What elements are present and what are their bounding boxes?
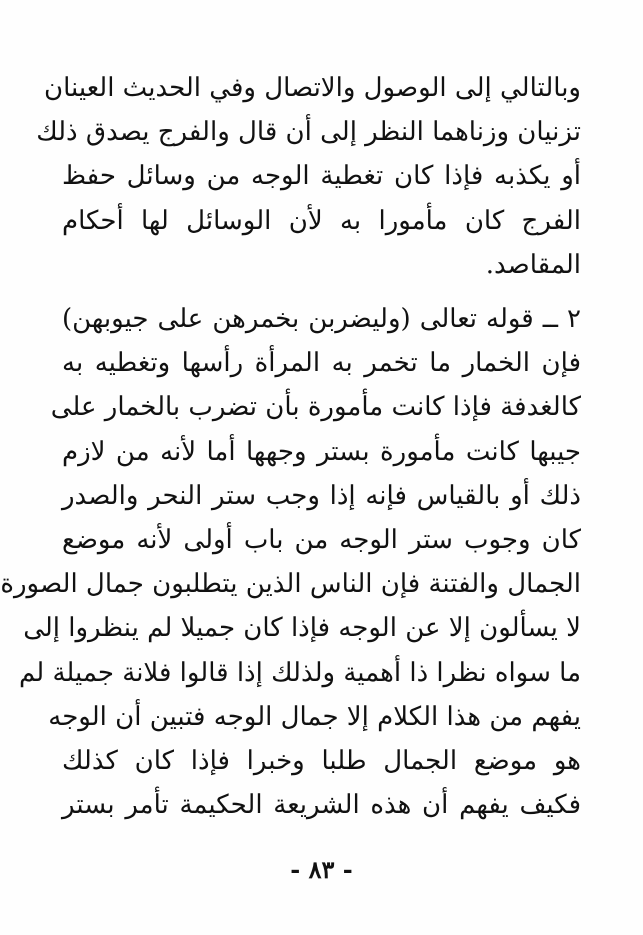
text-line: وبالتالي إلى الوصول والاتصال وفي الحديث العينان (44, 73, 581, 103)
text-line: تزنيان وزناهما النظر إلى أن قال والفرج يصدق ذلك (36, 117, 581, 148)
text-line: كان وجوب ستر الوجه من باب أولى لأنه موضع (62, 524, 581, 555)
text-line: ذلك أو بالقياس فإنه إذا وجب ستر النحر والصدر (62, 480, 581, 511)
text-line: كالغدفة فإذا كانت مأمورة بأن تضرب بالخمار على (50, 392, 581, 423)
text-line: الجمال والفتنة فإن الناس الذين يتطلبون جمال الصورة (0, 569, 581, 600)
paragraph-2 (0, 297, 581, 827)
text-line: الفرج كان مأمورا به لأن الوسائل لها أحكام (62, 205, 581, 236)
page-number: - ٨٣ - (290, 855, 353, 884)
text-line: أو يكذبه فإذا كان تغطية الوجه من وسائل حفظ (62, 161, 581, 192)
text-line: فإن الخمار ما تخمر به المرأة رأسها وتغطيه به (62, 348, 581, 379)
text-line: يفهم من هذا الكلام إلا جمال الوجه فتبين أن الوجه (48, 701, 581, 732)
text-line: فكيف يفهم أن هذه الشريعة الحكيمة تأمر بستر (62, 790, 581, 821)
text-line: لا يسألون إلا عن الوجه فإذا كان جميلا لم ينظروا إلى (23, 613, 581, 644)
text-line: هو موضع الجمال طلبا وخبرا فإذا كان كذلك (62, 745, 581, 776)
paragraph-1 (36, 66, 581, 287)
text-line: ما سواه نظرا ذا أهمية ولذلك إذا قالوا فلانة جميلة لم (19, 657, 581, 688)
text-line: ٢ ــ قوله تعالى (وليضربن بخمرهن على جيوبهن) (62, 304, 581, 334)
text-line: المقاصد. (485, 249, 581, 280)
text-line: جيبها كانت مأمورة بستر وجهها أما لأنه من لازم (62, 436, 581, 467)
